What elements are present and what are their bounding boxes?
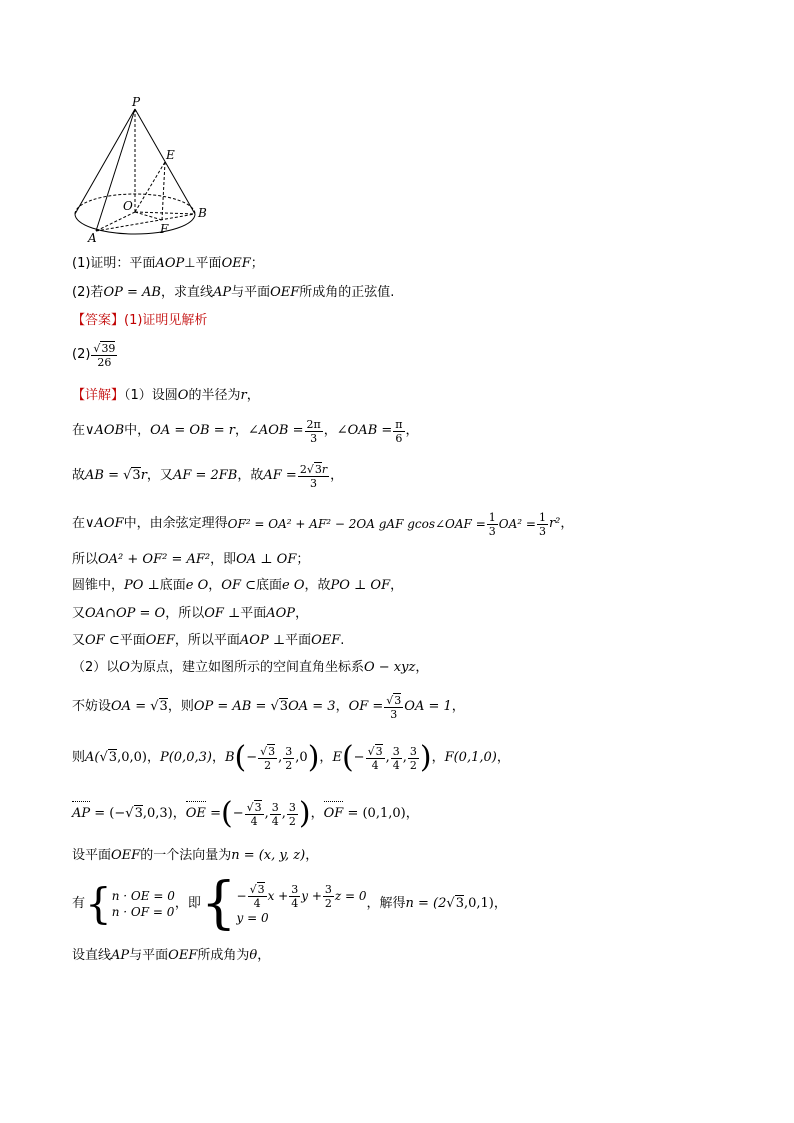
- label-O: O: [123, 199, 133, 213]
- detail-tag: 【详解】: [72, 388, 125, 403]
- detail-3: 故 AB = √3 r ，又 AF = 2FB ，故 AF = $\frac{2√3r}{3}$ ，: [72, 462, 344, 490]
- detail-2: 在 ∨AOB 中， OA = OB = r ， ∠AOB = $\frac{2\pi}{3}$ ， ∠OAB = $\frac{\pi}{6}$ ，: [72, 417, 419, 445]
- detail-5: 所以OA² + OF² = AF²，即OA ⊥ OF；: [72, 552, 310, 567]
- detail-14: 有 { n · OE = 0 n · OF = 0 ，即 { − $\frac{√3}{4}$ x + $\frac{3}{4}$ y + $\frac{3}{2}$ z = 0 y = 0 ，解得 n = (2 √3 ,0,1) ，: [72, 871, 507, 936]
- detail-15: 设直线AP与平面OEF所成角为θ，: [72, 948, 271, 963]
- cone-figure: [68, 92, 218, 242]
- detail-4: 在 ∨AOF 中，由余弦定理得 OF² = OA² + AF² − 2OA gAF gcos∠OAF = $\frac{1}{3}$ OA² = $\frac{1}{3}$ r² ，: [72, 510, 574, 538]
- detail-13: 设平面OEF的一个法向量为n = (x, y, z)，: [72, 848, 319, 863]
- edge-AB: [96, 214, 195, 231]
- edge-OE: [135, 162, 165, 212]
- detail-11: 则 A( √3 ,0,0) ， P(0,0,3) ， B ( − $\frac{√3}{2}$ , $\frac{3}{2}$ ,0 ) ， E ( − $\frac{√3}{4}$ , $\frac{3}{4}$ , $\frac{3}{2}$ ) ， F(0,1,0) ，: [72, 740, 510, 775]
- detail-1: 【详解】（1）设圆O的半径为r，: [72, 388, 260, 403]
- answer-tag: 【答案】: [72, 313, 125, 328]
- question-1: (1)证明：平面AOP⊥平面OEF；: [72, 256, 264, 271]
- edge-OA: [96, 212, 135, 231]
- label-F: F: [160, 222, 169, 236]
- edge-OB: [135, 212, 195, 214]
- detail-10: 不妨设 OA = √3 ，则 OP = AB = √3 OA = 3 ， OF = $\frac{√3}{3}$ OA = 1 ，: [72, 693, 465, 721]
- detail-12: AP = (− √3 ,0,3) ， OE = ( − $\frac{√3}{4}$ , $\frac{3}{4}$ , $\frac{3}{2}$ ) ， OF = (0,1,0) ，: [72, 796, 419, 831]
- detail-8: 又OF ⊂平面OEF，所以平面AOP ⊥平面OEF.: [72, 633, 345, 648]
- detail-7: 又OA∩OP = O，所以OF ⊥平面AOP，: [72, 606, 309, 621]
- label-E: E: [166, 148, 175, 162]
- detail-9: （2）以O为原点，建立如图所示的空间直角坐标系O − xyz，: [72, 660, 429, 675]
- answer-2: (2) $\frac{√39}{26}$: [72, 341, 116, 369]
- edge-PB-right: [135, 109, 195, 214]
- detail-6: 圆锥中，PO ⊥底面e O，OF ⊂底面e O，故PO ⊥ OF，: [72, 578, 404, 593]
- answer-line: 【答案】(1)证明见解析: [72, 313, 208, 328]
- label-B: B: [198, 206, 207, 220]
- question-2: (2)若OP = AB，求直线AP与平面OEF所成角的正弦值.: [72, 285, 395, 300]
- label-A: A: [88, 231, 97, 242]
- edge-EF: [162, 162, 165, 220]
- label-P: P: [132, 95, 141, 109]
